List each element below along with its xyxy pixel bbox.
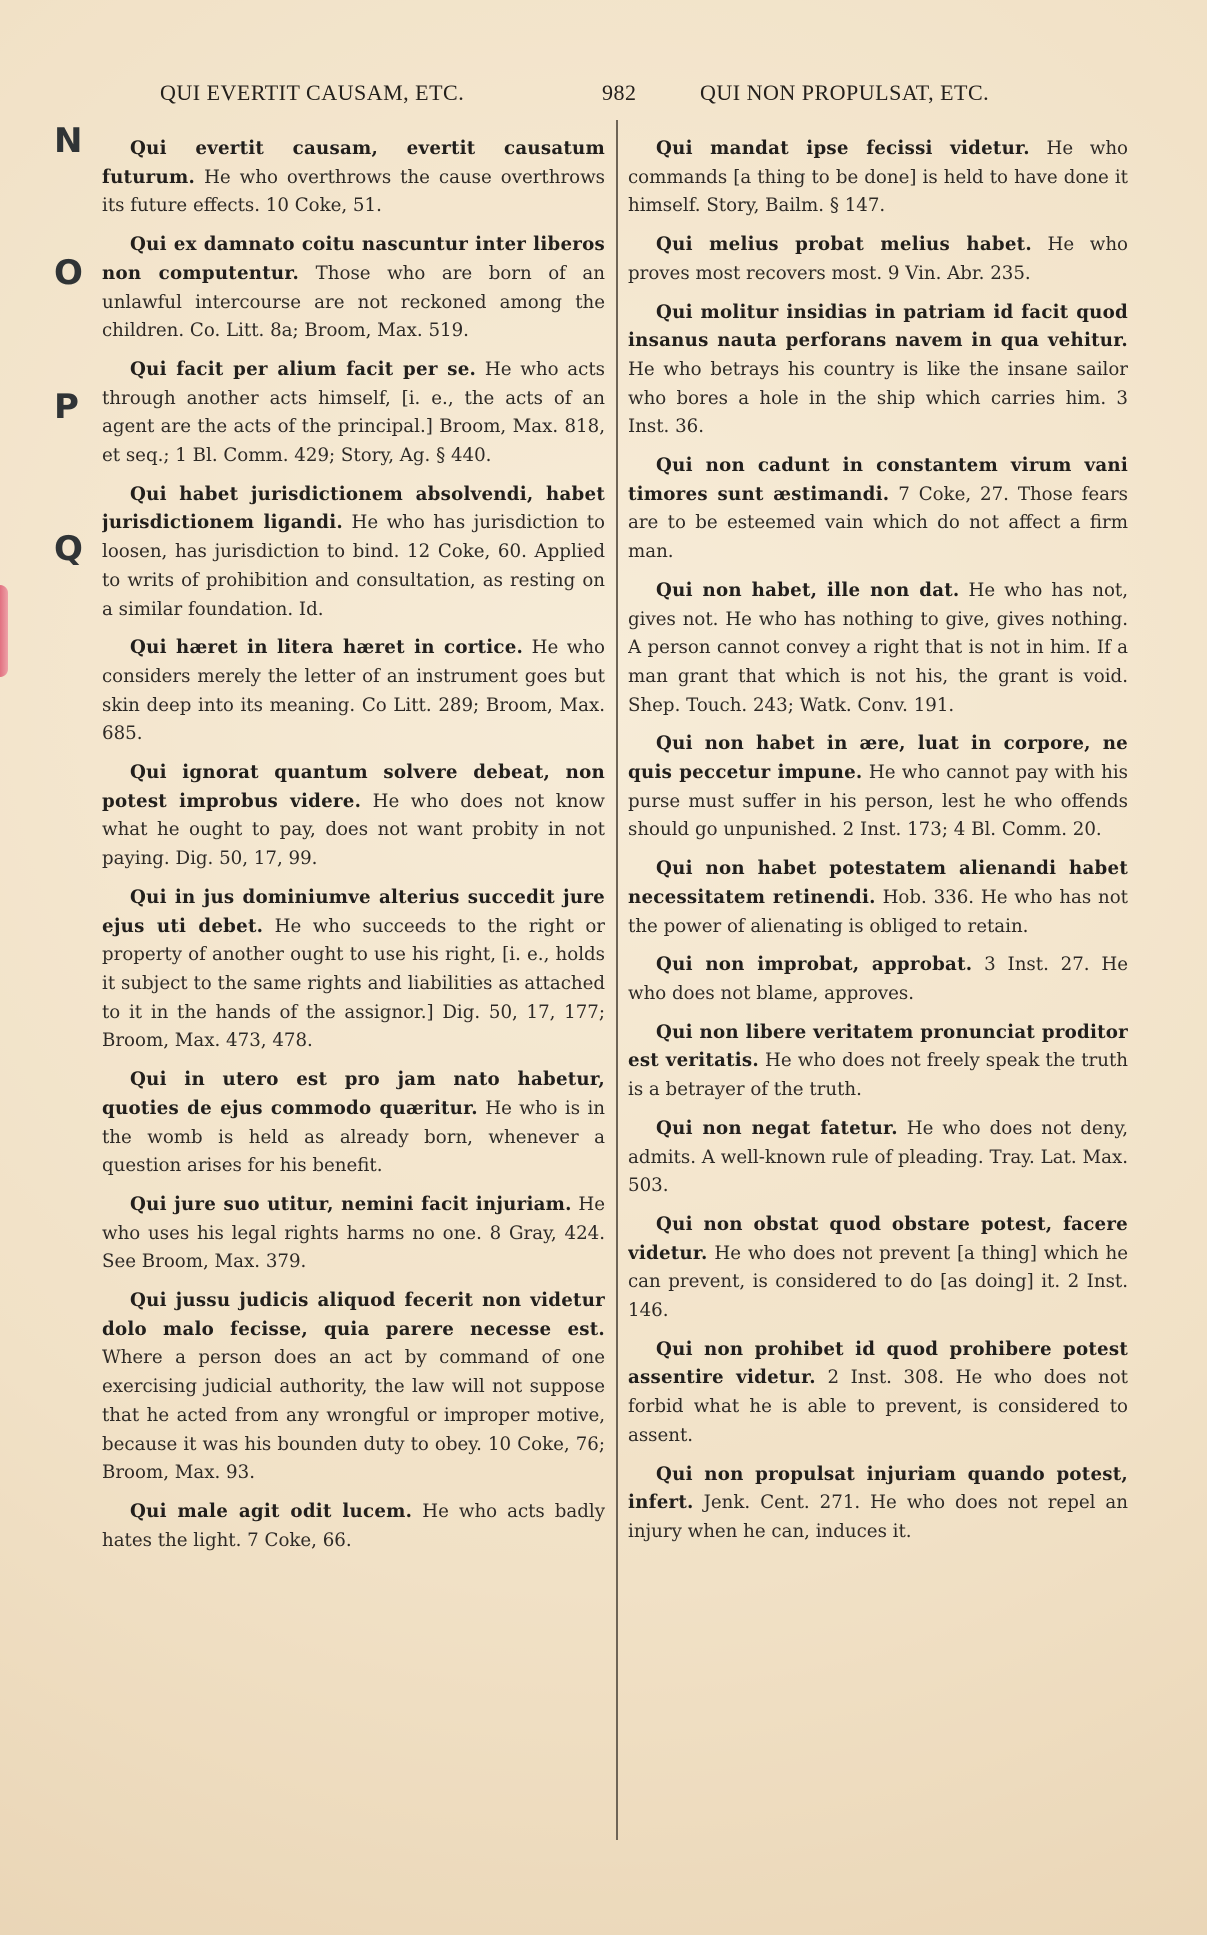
maxim-entry bbox=[102, 231, 605, 346]
maxim-translation: He who does not know what he ought to pay, does not want probity in not paying. Dig. 50, 17, 99. bbox=[102, 790, 605, 870]
maxim-translation: Hob. 336. He who has not the power of alienating is obliged to retain. bbox=[628, 886, 1128, 937]
latin-maxim: Qui in utero est pro jam nato habetur, quoties de ejus commodo quæritur. bbox=[102, 1069, 605, 1119]
latin-maxim: Qui jussu judicis aliquod fecerit non videtur dolo malo fecisse, quia parere necesse est. bbox=[102, 1290, 605, 1340]
latin-maxim: Qui non obstat quod obstare potest, facere videtur. bbox=[628, 1213, 1128, 1264]
maxim-translation: He who acts badly hates the light. 7 Coke, 66. bbox=[102, 1500, 605, 1551]
latin-maxim: Qui non prohibet id quod prohibere potest assentire videtur. bbox=[628, 1338, 1128, 1389]
maxim-translation: 3 Inst. 27. He who does not blame, approves. bbox=[628, 954, 1128, 1004]
maxim-translation: He who has not, gives not. He who has nothing to give, gives nothing. A person cannot convey a right that is not in him. If a man grant that which is not his, the grant is void. Shep. Touch. 243; Watk. Conv. 191. bbox=[628, 579, 1128, 716]
latin-maxim: Qui non libere veritatem pronunciat proditor est veritatis. bbox=[628, 1021, 1128, 1072]
maxim-entry bbox=[628, 951, 1128, 1008]
maxim-entry bbox=[628, 452, 1128, 567]
maxim-translation: He who cannot pay with his purse must suffer in his person, lest he who offends should go unpunished. 2 Inst. 173; 4 Bl. Comm. 20. bbox=[628, 762, 1128, 841]
maxim-entry bbox=[628, 231, 1128, 288]
latin-maxim: Qui non cadunt in constantem virum vani timores sunt æstimandi. bbox=[628, 455, 1128, 505]
latin-maxim: Qui mandat ipse fecissi videtur. bbox=[656, 138, 1030, 159]
maxim-entry bbox=[102, 481, 605, 625]
maxim-entry bbox=[102, 634, 605, 749]
latin-maxim: Qui non habet, ille non dat. bbox=[656, 579, 960, 601]
thumb-tab-marker bbox=[0, 585, 8, 677]
thumb-index-letter: P bbox=[54, 387, 79, 427]
latin-maxim: Qui jure suo utitur, nemini facit injuriam. bbox=[130, 1193, 572, 1215]
latin-maxim: Qui ignorat quantum solvere debeat, non potest improbus videre. bbox=[102, 762, 605, 812]
maxim-translation: He who overthrows the cause overthrows its future effects. 10 Coke, 51. bbox=[102, 166, 605, 217]
running-header bbox=[160, 80, 1080, 120]
latin-maxim: Qui non improbat, approbat. bbox=[656, 954, 973, 976]
maxim-translation: 2 Inst. 308. He who does not forbid what he is able to prevent, is considered to assent. bbox=[628, 1367, 1128, 1446]
maxim-entry bbox=[628, 1115, 1128, 1201]
maxim-translation: Jenk. Cent. 271. He who does not repel an injury when he can, induces it. bbox=[628, 1492, 1128, 1542]
latin-maxim: Qui evertit causam, evertit causatum futurum. bbox=[102, 138, 605, 188]
maxim-entry bbox=[102, 884, 605, 1056]
header-right-guide-word: QUI NON PROPULSAT, ETC. bbox=[700, 80, 990, 105]
maxim-translation: He who does not freely speak the truth is a betrayer of the truth. bbox=[628, 1050, 1128, 1101]
latin-maxim: Qui non habet in ære, luat in corpore, ne quis peccetur impune. bbox=[628, 733, 1128, 784]
maxim-translation: He who uses his legal rights harms no one. 8 Gray, 424. See Broom, Max. 379. bbox=[102, 1193, 605, 1273]
maxim-translation: He who does not deny, admits. A well-known rule of pleading. Tray. Lat. Max. 503. bbox=[628, 1117, 1128, 1197]
maxim-entry bbox=[628, 299, 1128, 443]
maxim-translation: He who considers merely the letter of an instrument goes but skin deep into its meaning. Co Litt. 289; Broom, Max. 685. bbox=[102, 637, 605, 745]
latin-maxim: Qui molitur insidias in patriam id facit quod insanus nauta perforans navem in qua vehitur. bbox=[628, 301, 1128, 352]
maxim-translation: He who commands [a thing to be done] is held to have done it himself. Story, Bailm. § 147. bbox=[628, 138, 1128, 217]
maxim-entry bbox=[628, 855, 1128, 941]
latin-maxim: Qui male agit odit lucem. bbox=[130, 1500, 413, 1522]
maxim-translation: Those who are born of an unlawful intercourse are not reckoned among the children. Co. Litt. 8a; Broom, Max. 519. bbox=[102, 262, 605, 342]
maxim-entry bbox=[628, 1461, 1128, 1547]
latin-maxim: Qui non propulsat injuriam quando potest, infert. bbox=[628, 1463, 1128, 1514]
maxim-entry bbox=[102, 1498, 605, 1555]
latin-maxim: Qui melius probat melius habet. bbox=[656, 234, 1032, 256]
maxim-translation: He who has jurisdiction to loosen, has jurisdiction to bind. 12 Coke, 60. Applied to writs of prohibition and consultation, as resting on a similar foundation. Id. bbox=[102, 512, 605, 620]
left-column bbox=[102, 135, 605, 1855]
thumb-index-letter: N bbox=[54, 121, 83, 161]
latin-maxim: Qui in jus dominiumve alterius succedit jure ejus uti debet. bbox=[102, 886, 605, 937]
column-divider bbox=[616, 120, 618, 1840]
maxim-entry bbox=[102, 1066, 605, 1181]
maxim-translation: Where a person does an act by command of one exercising judicial authority, the law will not suppose that he acted from any wrongful or improper motive, because it was his bounden duty to obey. 10 Coke, 76; Broom, Max. 93. bbox=[102, 1347, 605, 1484]
maxim-entry bbox=[628, 577, 1128, 721]
maxim-entry bbox=[628, 135, 1128, 221]
thumb-index-letter: O bbox=[54, 253, 83, 293]
maxim-translation: 7 Coke, 27. Those fears are to be esteemed vain which do not affect a firm man. bbox=[628, 483, 1128, 563]
page-number: 982 bbox=[602, 80, 637, 105]
thumb-index bbox=[54, 120, 90, 640]
maxim-entry bbox=[628, 1336, 1128, 1451]
maxim-entry bbox=[628, 1019, 1128, 1105]
latin-maxim: Qui habet jurisdictionem absolvendi, habet jurisdictionem ligandi. bbox=[102, 483, 605, 534]
latin-maxim: Qui facit per alium facit per se. bbox=[130, 358, 477, 380]
maxim-translation: He who does not prevent [a thing] which he can prevent, is considered to do [as doing] it. 2 Inst. 146. bbox=[628, 1242, 1128, 1322]
maxim-translation: He who acts through another acts himself, [i. e., the acts of an agent are the acts of the principal.] Broom, Max. 818, et seq.; 1 Bl. Comm. 429; Story, Ag. § 440. bbox=[102, 358, 605, 467]
latin-maxim: Qui non negat fatetur. bbox=[656, 1117, 898, 1139]
maxim-translation: He who proves most recovers most. 9 Vin. Abr. 235. bbox=[628, 234, 1128, 284]
maxim-translation: He who succeeds to the right or property of another ought to use his right, [i. e., holds it subject to the same rights and liabilities as attached to it in the hands of the assignor.] Dig. 50, 17, 177; Broom, Max. 473, 478. bbox=[102, 915, 605, 1052]
maxim-entry bbox=[102, 759, 605, 874]
maxim-entry bbox=[628, 730, 1128, 845]
maxim-entry bbox=[102, 135, 605, 221]
maxim-entry bbox=[628, 1211, 1128, 1326]
header-left-guide-word: QUI EVERTIT CAUSAM, ETC. bbox=[160, 80, 465, 105]
right-column bbox=[628, 135, 1128, 1855]
maxim-translation: He who is in the womb is held as already born, whenever a question arises for his benefit. bbox=[102, 1097, 605, 1177]
maxim-entry bbox=[102, 356, 605, 471]
latin-maxim: Qui non habet potestatem alienandi habet necessitatem retinendi. bbox=[628, 858, 1128, 908]
maxim-entry bbox=[102, 1287, 605, 1488]
thumb-index-letter: Q bbox=[54, 529, 83, 569]
latin-maxim: Qui hæret in litera hæret in cortice. bbox=[130, 637, 524, 659]
latin-maxim: Qui ex damnato coitu nascuntur inter liberos non computentur. bbox=[102, 234, 605, 284]
maxim-entry bbox=[102, 1191, 605, 1277]
maxim-translation: He who betrays his country is like the insane sailor who bores a hole in the ship which carries him. 3 Inst. 36. bbox=[628, 358, 1128, 438]
